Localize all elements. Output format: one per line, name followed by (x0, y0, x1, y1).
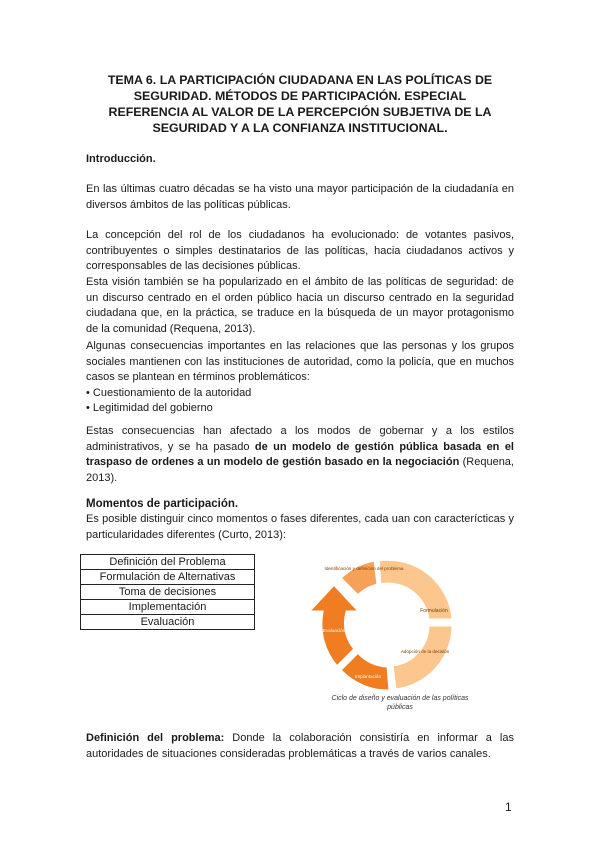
intro-paragraph-4 (86, 339, 514, 417)
cycle-label-formulacion: Formulación (420, 608, 448, 614)
problem-list-item: • Cuestionamiento de la autoridad (86, 386, 514, 402)
diagram-caption: Ciclo de diseño y evaluación de las políticas públicas (331, 695, 469, 711)
definition-paragraph (86, 731, 514, 762)
phase-cell: Evaluación (81, 615, 255, 630)
paragraph-5-start: Estas consecuencias han afectado a los modos de gobernar y a los estilos administrativos, y se ha pasado (86, 425, 514, 453)
intro-paragraph-5 (86, 424, 514, 486)
intro-heading: Introducción. (86, 153, 156, 165)
paragraph-5-end: (Requena, 2013). (86, 456, 514, 484)
cycle-segment-adopcion (392, 625, 453, 690)
phase-cell: Definición del Problema (81, 555, 255, 570)
document-title: TEMA 6. LA PARTICIPACIÓN CIUDADANA EN LAS POLÍTICAS DE SEGURIDAD. MÉTODOS DE PARTICIPACIÓN. ESPECIAL REFERENCIA AL VALOR DE LA PERCEPCIÓN SUBJETIVA DE LA SEGURIDAD Y A LA CONFIANZA INSTITUCIONAL. (107, 73, 493, 135)
moments-paragraph: Es posible distinguir cinco momentos o fases diferentes, cada uan con caracterícticas y particularidades diferentes (Curto, 2013): (86, 513, 514, 541)
definition-term: Definición del problema: (86, 732, 225, 744)
cycle-label-adopcion: Adopción de la decisión (400, 649, 450, 654)
intro-paragraph-3: Esta visión también se ha popularizado en el ámbito de las políticas de seguridad: de un discurso centrado en el orden público hacia un discurso centrado en la seguridad ciudadana que, en la práctica, se traduce en la búsqueda de un mayor protagonismo de la comunidad (Requena, 2013). (86, 276, 514, 335)
cycle-label-implementacion: Implantación (354, 674, 382, 679)
problem-list-item: • Legitimidad del gobierno (86, 401, 514, 417)
moments-heading: Momentos de participación. (86, 498, 239, 510)
cycle-segment-evaluacion (308, 584, 360, 667)
phase-cell: Formulación de Alternativas (81, 570, 255, 585)
intro-paragraph-1: En las últimas cuatro décadas se ha visto una mayor participación de la ciudadanía en diversos ámbitos de las políticas públicas. (86, 183, 514, 211)
phases-table (80, 554, 255, 630)
paragraph-5-bold: de un modelo de gestión pública basada en el traspaso de ordenes a un modelo de gestión basado en la negociación (86, 440, 514, 468)
problem-list (86, 386, 514, 417)
intro-paragraph-2: La concepción del rol de los ciudadanos ha evolucionado: de votantes pasivos, contribuyentes o simples destinatarios de las políticas, hacia ciudadanos activos y corresponsables de las decisiones públicas. (86, 229, 514, 272)
definition-text: Donde la colaboración consistiría en informar a las autoridades de situaciones consideradas problemáticas a través de varios canales. (86, 732, 514, 760)
policy-cycle-diagram (300, 550, 480, 700)
phase-cell: Implementación (81, 600, 255, 615)
intro-paragraph-4-text: Algunas consecuencias importantes en las relaciones que las personas y los grupos sociales mantienen con las instituciones de autoridad, como la policía, que en muchos casos se plantean en términos problemáticos: (86, 340, 514, 383)
phase-cell: Toma de decisiones (81, 585, 255, 600)
cycle-label-identificacion: Identificación y definición del problema (324, 566, 404, 571)
cycle-label-evaluacion: Evaluación (322, 628, 346, 633)
page-number: 1 (505, 800, 512, 814)
